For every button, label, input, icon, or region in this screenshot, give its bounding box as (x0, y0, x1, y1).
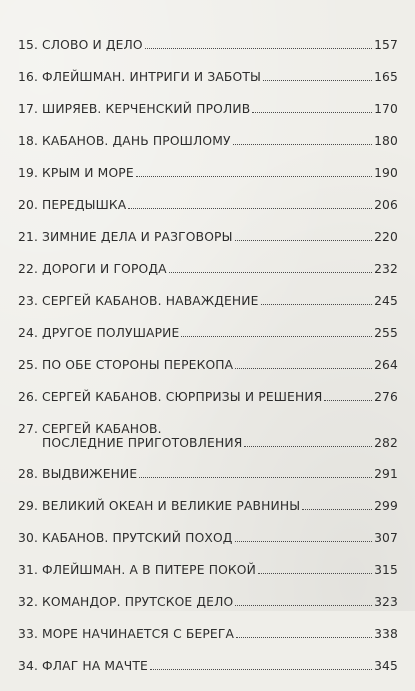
dot-leader (128, 208, 372, 209)
toc-entry (18, 531, 398, 545)
toc-entry-page: 315 (374, 563, 398, 577)
toc-entry (18, 659, 398, 673)
dot-leader (235, 368, 372, 369)
dot-leader (235, 605, 372, 606)
toc-entry-title: МОРЕ НАЧИНАЕТСЯ С БЕРЕГА (42, 627, 235, 641)
toc-entry-title: ФЛЕЙШМАН. А В ПИТЕРЕ ПОКОЙ (42, 563, 256, 577)
toc-entry-number: 34. (18, 659, 39, 673)
dot-leader (236, 637, 372, 638)
toc-entry-number: 25. (18, 358, 39, 372)
dot-leader (263, 80, 372, 81)
toc-entry-page: 165 (374, 70, 398, 84)
toc-entry-page: 345 (374, 659, 398, 673)
dot-leader (244, 446, 372, 447)
toc-entry-page: 282 (374, 436, 398, 450)
toc-entry (18, 166, 398, 180)
toc-entry-title: ФЛЕЙШМАН. ИНТРИГИ И ЗАБОТЫ (42, 70, 262, 84)
toc-entry-number: 31. (18, 563, 39, 577)
toc-entry (18, 563, 398, 577)
toc-entry-number: 18. (18, 134, 39, 148)
toc-entry (18, 326, 398, 340)
toc-entry-title: ВЫДВИЖЕНИЕ (42, 467, 138, 481)
toc-entry (18, 358, 398, 372)
toc-entry-title: ЗИМНИЕ ДЕЛА И РАЗГОВОРЫ (42, 230, 233, 244)
toc-entry-title: КРЫМ И МОРЕ (42, 166, 134, 180)
toc-entry-title: КАБАНОВ. ПРУТСКИЙ ПОХОД (42, 531, 233, 545)
toc-entry (18, 134, 398, 148)
toc-entry-title: ПЕРЕДЫШКА (42, 198, 127, 212)
toc-entry-number: 16. (18, 70, 39, 84)
dot-leader (235, 240, 372, 241)
dot-leader (233, 144, 372, 145)
dot-leader (252, 112, 372, 113)
dot-leader (324, 400, 372, 401)
toc-entry-number: 23. (18, 294, 39, 308)
toc-entry-page: 190 (374, 166, 398, 180)
toc-entry-page: 299 (374, 499, 398, 513)
dot-leader (258, 573, 372, 574)
dot-leader (302, 509, 372, 510)
toc-entry-title: ДОРОГИ И ГОРОДА (42, 262, 167, 276)
dot-leader (169, 272, 372, 273)
dot-leader (139, 477, 372, 478)
dot-leader (181, 336, 372, 337)
toc-entry-number: 21. (18, 230, 39, 244)
toc-entry-title: ДРУГОЕ ПОЛУШАРИЕ (42, 326, 180, 340)
toc-entry-page: 323 (374, 595, 398, 609)
toc-entry-number: 17. (18, 102, 39, 116)
toc-entry-number: 30. (18, 531, 39, 545)
toc-entry-page: 291 (374, 467, 398, 481)
toc-entry (18, 262, 398, 276)
toc-entry-number: 15. (18, 38, 39, 52)
toc-entry-page: 245 (374, 294, 398, 308)
toc-entry (18, 627, 398, 641)
toc-entry-title: КАБАНОВ. ДАНЬ ПРОШЛОМУ (42, 134, 231, 148)
toc-entry-number: 20. (18, 198, 39, 212)
dot-leader (136, 176, 372, 177)
toc-entry-page: 157 (374, 38, 398, 52)
toc-entry (18, 499, 398, 513)
toc-entry-page: 255 (374, 326, 398, 340)
dot-leader (235, 541, 373, 542)
toc-entry (18, 467, 398, 481)
dot-leader (150, 669, 372, 670)
toc-entry (18, 294, 398, 308)
toc-entry-number: 24. (18, 326, 39, 340)
toc-entry-number: 32. (18, 595, 39, 609)
toc-entry (18, 595, 398, 609)
toc-entry (18, 390, 398, 404)
toc-entry-page: 180 (374, 134, 398, 148)
toc-entry-page: 206 (374, 198, 398, 212)
toc-entry-title: ШИРЯЕВ. КЕРЧЕНСКИЙ ПРОЛИВ (42, 102, 251, 116)
toc-entry-page: 220 (374, 230, 398, 244)
toc-entry (18, 198, 398, 212)
toc-entry-page: 264 (374, 358, 398, 372)
dot-leader (261, 304, 373, 305)
toc-entry-title-line2: ПОСЛЕДНИЕ ПРИГОТОВЛЕНИЯ (42, 436, 243, 450)
toc-entry (18, 422, 398, 450)
toc-entry (18, 70, 398, 84)
toc-entry (18, 102, 398, 116)
toc-entry-title: ФЛАГ НА МАЧТЕ (42, 659, 148, 673)
toc-entry-number: 19. (18, 166, 39, 180)
toc-entry-title: СЕРГЕЙ КАБАНОВ. НАВАЖДЕНИЕ (42, 294, 259, 308)
toc-entry-number: 28. (18, 467, 39, 481)
toc-entry-page: 338 (374, 627, 398, 641)
toc-entry-title: ПО ОБЕ СТОРОНЫ ПЕРЕКОПА (42, 358, 234, 372)
dot-leader (145, 48, 372, 49)
toc-entry-number: 22. (18, 262, 39, 276)
toc-entry-number: 33. (18, 627, 39, 641)
toc-entry-title: СЛОВО И ДЕЛО (42, 38, 143, 52)
toc-entry (18, 38, 398, 52)
toc-entry (18, 230, 398, 244)
table-of-contents (18, 38, 398, 691)
toc-entry-title: СЕРГЕЙ КАБАНОВ. СЮРПРИЗЫ И РЕШЕНИЯ (42, 390, 323, 404)
toc-entry-page: 307 (374, 531, 398, 545)
toc-entry-page: 170 (374, 102, 398, 116)
toc-entry-title: КОМАНДОР. ПРУТСКОЕ ДЕЛО (42, 595, 234, 609)
toc-entry-number: 29. (18, 499, 39, 513)
toc-entry-number: 27. (18, 422, 39, 436)
toc-entry-page: 232 (374, 262, 398, 276)
toc-entry-title: СЕРГЕЙ КАБАНОВ. (42, 422, 162, 436)
toc-entry-page: 276 (374, 390, 398, 404)
toc-entry-number: 26. (18, 390, 39, 404)
toc-entry-title: ВЕЛИКИЙ ОКЕАН И ВЕЛИКИЕ РАВНИНЫ (42, 499, 301, 513)
